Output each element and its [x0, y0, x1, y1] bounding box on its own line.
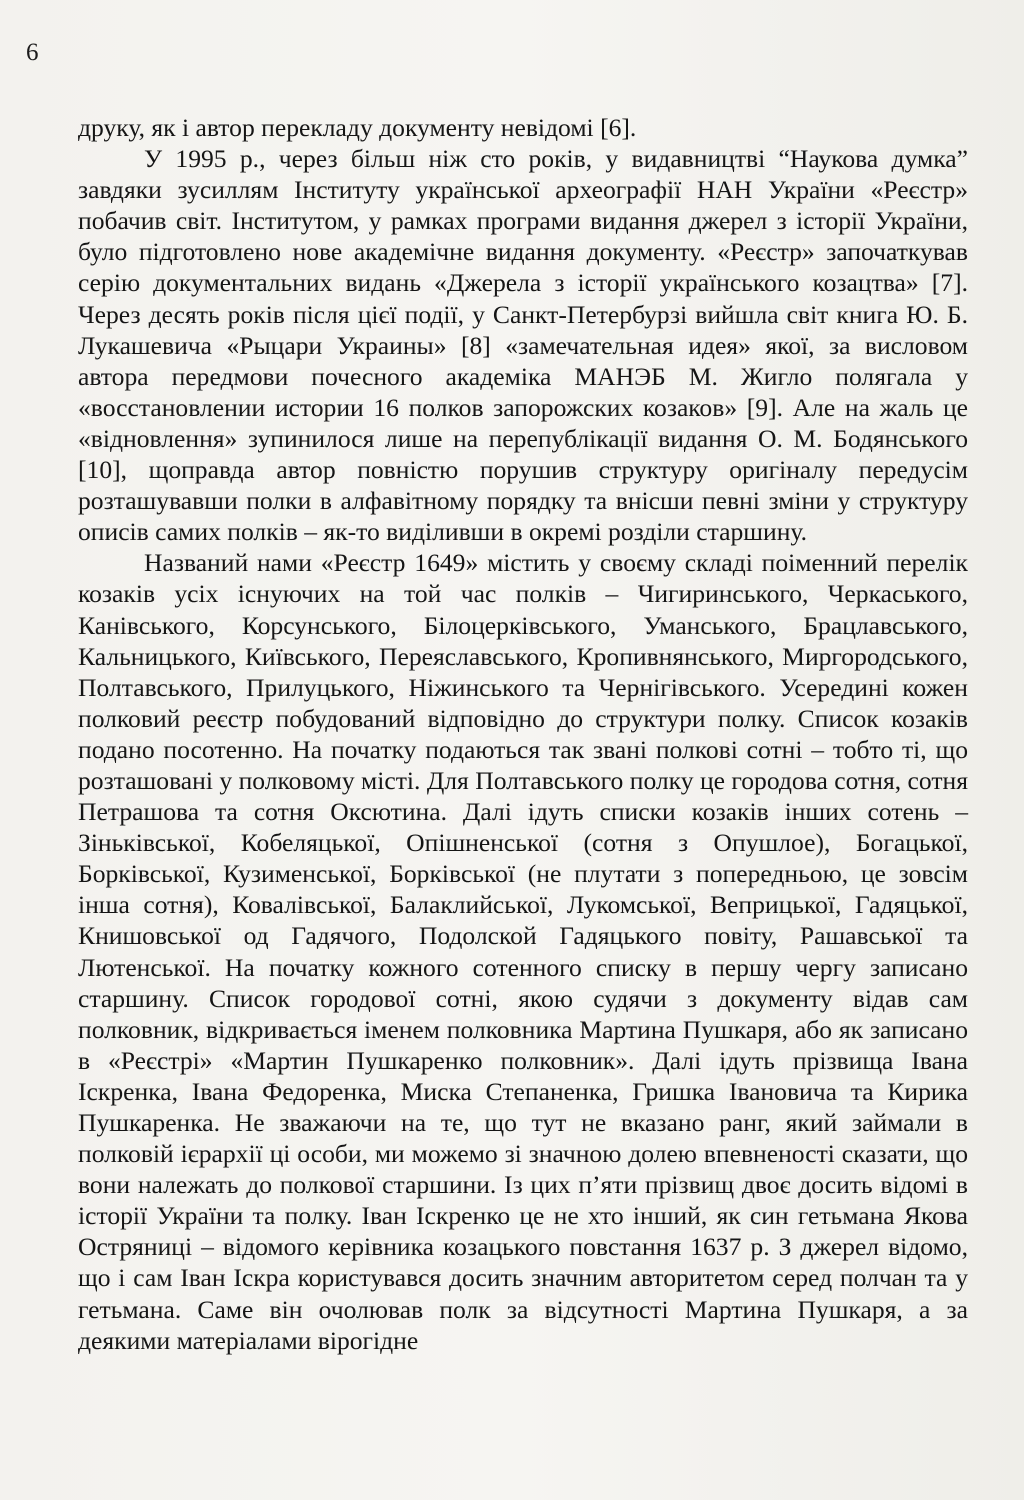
page-number: 6: [26, 39, 39, 66]
paragraph-register-1649: Названий нами «Реєстр 1649» містить у своєму складі поіменний перелік козаків усіх існуючих на той час полків – Чигиринського, Черкаського, Канівського, Корсунського, Білоцерківського, Уманського, Брацлавського, Кальницького, Київського, Переяславського, Кропивнянського, Миргородського, Полтавського, Прилуцького, Ніжинського та Чернігівського. Усередині кожен полковий реєстр побудований відповідно до структури полку. Список козаків подано посотенно. На початку подаються так звані полкові сотні – тобто ті, що розташовані у полковому місті. Для Полтавського полку це городова сотня, сотня Петрашова та сотня Оксютина. Далі ідуть списки козаків інших сотень – Зіньківської, Кобеляцької, Опішненської (сотня з Опушлое), Богацької, Борківської, Кузименської, Борківської (не плутати з попередньою, це зовсім інша сотня), Ковалівської, Балаклийської, Лукомської, Веприцької, Гадяцької, Книшовської од Гадячого, Подолской Гадяцького повіту, Рашавської та Лютенської. На початку кожного сотенного списку в першу чергу записано старшину. Список городової сотні, якою судячи з документу відав сам полковник, відкривається іменем полковника Мартина Пушкаря, або як записано в «Реєстрі» «Мартин Пушкаренко полковник». Далі ідуть прізвища Івана Іскренка, Івана Федоренка, Миска Степаненка, Гришка Івановича та Кирика Пушкаренка. Не зважаючи на те, що тут не вказано ранг, який займали в полковій ієрархії ці особи, ми можемо зі значною долею впевненості сказати, що вони належать до полкової старшини. Із цих п’яти прізвищ двоє досить відомі в історії України та полку. Іван Іскренко це не хто інший, як син гетьмана Якова Остряниці – відомого керівника козацького повстання 1637 р. З джерел відомо, що і сам Іван Іскра користувався досить значним авторитетом серед полчан та у гетьмана. Саме він очолював полк за відсутності Мартина Пушкаря, а за деякими матеріалами вірогідне: [78, 548, 968, 1355]
paragraph-continuation: друку, як і автор перекладу документу невідомі [6].: [78, 113, 637, 142]
body-text: [78, 112, 968, 1356]
paragraph-register-1995: У 1995 р., через більш ніж сто років, у видавництві “Наукова думка” завдяки зусиллям Інституту української археографії НАН України «Реєстр» побачив світ. Інститутом, у рамках програми видання джерел з історії України, було підготовлено нове академічне видання документу. «Реєстр» започаткував серію документальних видань «Джерела з історії українського козацтва» [7]. Через десять років після цієї події, у Санкт-Петербурзі вийшла світ книга Ю. Б. Лукашевича «Рыцари Украины» [8] «замечательная идея» якої, за висловом автора передмови почесного академіка МАНЭБ М. Жигло полягала у «восстановлении истории 16 полков запорожских козаков» [9]. Але на жаль це «відновлення» зупинилося лише на перепублікації видання О. М. Бодянського [10], щоправда автор повністю порушив структуру оригіналу передусім розташувавши полки в алфавітному порядку та внісши певні зміни у структуру описів самих полків – як-то виділивши в окремі розділи старшину.: [78, 144, 968, 547]
